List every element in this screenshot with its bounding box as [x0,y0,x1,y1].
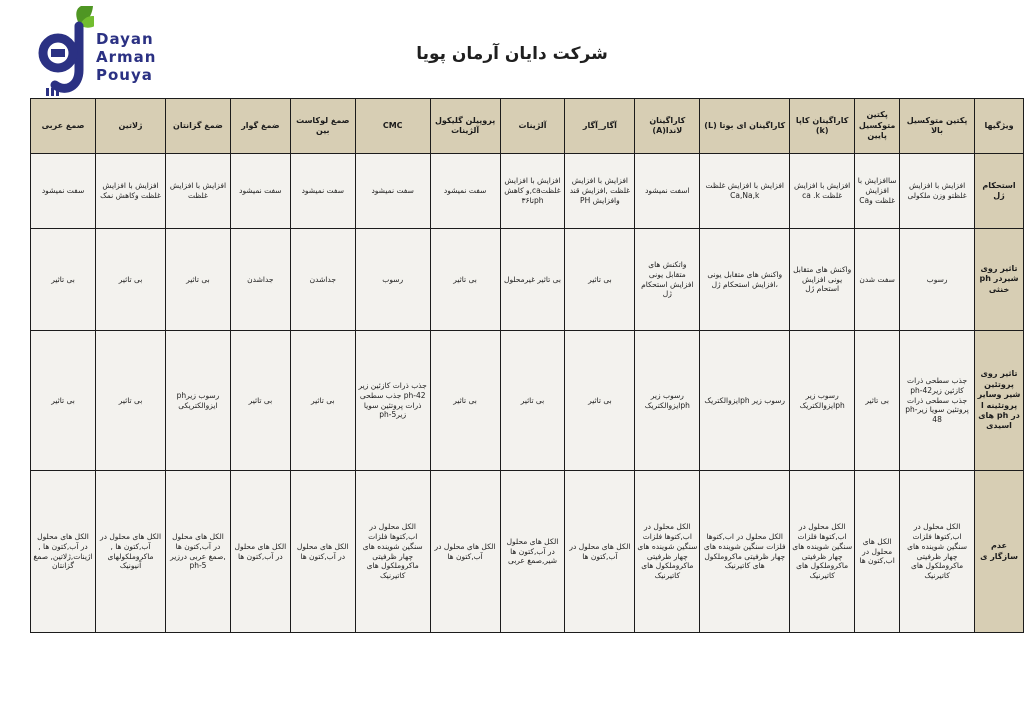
column-header: صمغ عربی [31,99,96,154]
table-row [31,471,1024,633]
table-cell: الکل محلول در اب,کتوها فلزات سنگین شوینده های چهار ظرفیتی ماکروملکول های کاتیرنیک [355,471,430,633]
table-cell: الکل های محلول در آب,کتون ها , ماکروملکولهای آنیونیک [96,471,166,633]
column-header: CMC [355,99,430,154]
table-cell: افزایش با افزایش غلظتو وزن ملکولی [900,154,975,229]
table-cell: واتکنش های متقابل یونی افزایش استحکام ژل [635,229,700,331]
table-cell: الکل های محلول در آب,کتون ها [230,471,290,633]
table-cell: رسوب زیر phایزوالکتریک [790,331,855,471]
table-row [31,154,1024,229]
table-cell: رسوب [355,229,430,331]
table-cell: الکل های محلول در آب,کتون ها شیر,صمغ عربی [500,471,565,633]
table-cell: سفت نمیشود [355,154,430,229]
table-cell: سفت نمیشود [430,154,500,229]
table-cell: افزایش با افزایش غلظتca,و کاهش phتا۳۶ [500,154,565,229]
table-cell: جداشدن [290,229,355,331]
table-cell: الکل های محلول در آب,کتون ها , اژینات,ژلاتین, صمغ گزانتان [31,471,96,633]
column-header: پکتین متوکسیل پایین [855,99,900,154]
column-header: صمغ لوکاست بین [290,99,355,154]
table-cell: سفت نمیشود [31,154,96,229]
table-cell: بی تاثیر [31,229,96,331]
table-cell: واکنش های متقابل یونی ،افزایش استحکام ژل [700,229,790,331]
column-header: ضمغ گوار [230,99,290,154]
table-cell: بی تاثیر غیرمحلول [500,229,565,331]
table-cell: رسوب [900,229,975,331]
column-header: کاراگینان کاپا (k) [790,99,855,154]
table-cell: افزایش با افزایش غلظت وکاهش نمک [96,154,166,229]
table-cell: سفت نمیشود [230,154,290,229]
company-name-line3: Pouya [96,66,153,84]
hydrocolloid-properties-table [30,98,1024,633]
column-header: ضمغ گزانتان [165,99,230,154]
table-cell: رسوب زیرph ایزوالکتریکی [165,331,230,471]
table-cell: الکل محلول در اب,کتوها فلزات سنگین شوینده های چهار ظرفیتی ماکروملکول های کاتیرنیک [635,471,700,633]
table-cell: الکل محلول در اب,کتوها فلزات سنگین شوینده های چهار ظرفیتی ماکروملکول های کاتیرنیک [900,471,975,633]
table-cell: الکل های محلول در آب,کتون ها [290,471,355,633]
company-name-line1: Dayan [96,30,154,48]
table-cell: الکل محلول در اب,کتوها فلزات سنگین شوینده های چهار ظرفیتی ماکروملکول های کاتیرنیک [700,471,790,633]
table-cell: افزایش با افزایش غلظت [165,154,230,229]
table-cell: الکل محلول در اب,کتوها فلزات سنگین شوینده های چهار ظرفیتی ماکروملکول های کاتیرنیک [790,471,855,633]
table-cell: جذب ذرات کازئین زیر ph-42 جذب سطحی ذرات پروتئین سویا زیرph-5 [355,331,430,471]
table-cell: واکنش های متقابل یونی افزایش استحام ژل [790,229,855,331]
table-cell: بی تاثیر [96,331,166,471]
table-cell: الکل های محلول در آب,کتون ها [430,471,500,633]
table-row [31,229,1024,331]
table-cell: بی تاثیر [565,229,635,331]
table-cell: الکل های محلول در اب,کتون ها [855,471,900,633]
table-cell: رسوب زیر phایزوالکتریک [700,331,790,471]
table-cell: اسفت نمیشود [635,154,700,229]
column-header: کاراگینان ای بوتا (L) [700,99,790,154]
table-cell: الکل های محلول در آب,کتون ها ,صمغ عربی درزیر ph-5 [165,471,230,633]
table-cell: بی تاثیر [855,331,900,471]
row-label: تاثیر روی شیردر ph خنثی [975,229,1024,331]
column-header: آلژینات [500,99,565,154]
table-cell: الکل های محلول در آب,کتون ها [565,471,635,633]
table-cell: سفت شدن [855,229,900,331]
table-cell: جداشدن [230,229,290,331]
table-cell: بی تاثیر [565,331,635,471]
table-cell: بی تاثیر [500,331,565,471]
table-cell: بی تاثیر [430,229,500,331]
table-cell: افزایش با افزایش غلظت Ca,Na,k [700,154,790,229]
table-cell: ساافزایش با افزایش غلظت وCa [855,154,900,229]
table-cell: بی تاثیر [230,331,290,471]
table-cell: افزایش با افزایش غلظت ca .k [790,154,855,229]
row-label: استحکام ژل [975,154,1024,229]
table-cell: بی تاثیر [165,229,230,331]
table-cell: بی تاثیر [31,331,96,471]
table-header-row [31,99,1024,154]
row-label: عدم سازگار ی [975,471,1024,633]
company-name-line2: Arman [96,48,157,66]
column-header-features: ویژگیها [975,99,1024,154]
table-cell: رسوب زیر phایزوالکتریک [635,331,700,471]
column-header: ژلاتین [96,99,166,154]
page-title: شرکت دایان آرمان پویا [416,44,608,64]
column-header: پروپیلن گلیکول آلژینات [430,99,500,154]
table-cell: بی تاثیر [430,331,500,471]
column-header: آگار_آگار [565,99,635,154]
row-label: تاثیر روی پروتئین شیر وسایر پروتئینه ا در ph های اسیدی [975,331,1024,471]
table-row [31,331,1024,471]
table-cell: بی تاثیر [96,229,166,331]
column-header: پکتین متوکسیل بالا [900,99,975,154]
table-cell: جذب سطحی ذرات کازئین زیرph-42 جذب سطحی ذرات پروتئین سویا زیرph-48 [900,331,975,471]
column-header: کاراگینان لاندا(A) [635,99,700,154]
table-cell: بی تاثیر [290,331,355,471]
table-cell: سفت نمیشود [290,154,355,229]
table-cell: افزایش با افزایش غلظت ,افزایش قند وافزایش PH [565,154,635,229]
